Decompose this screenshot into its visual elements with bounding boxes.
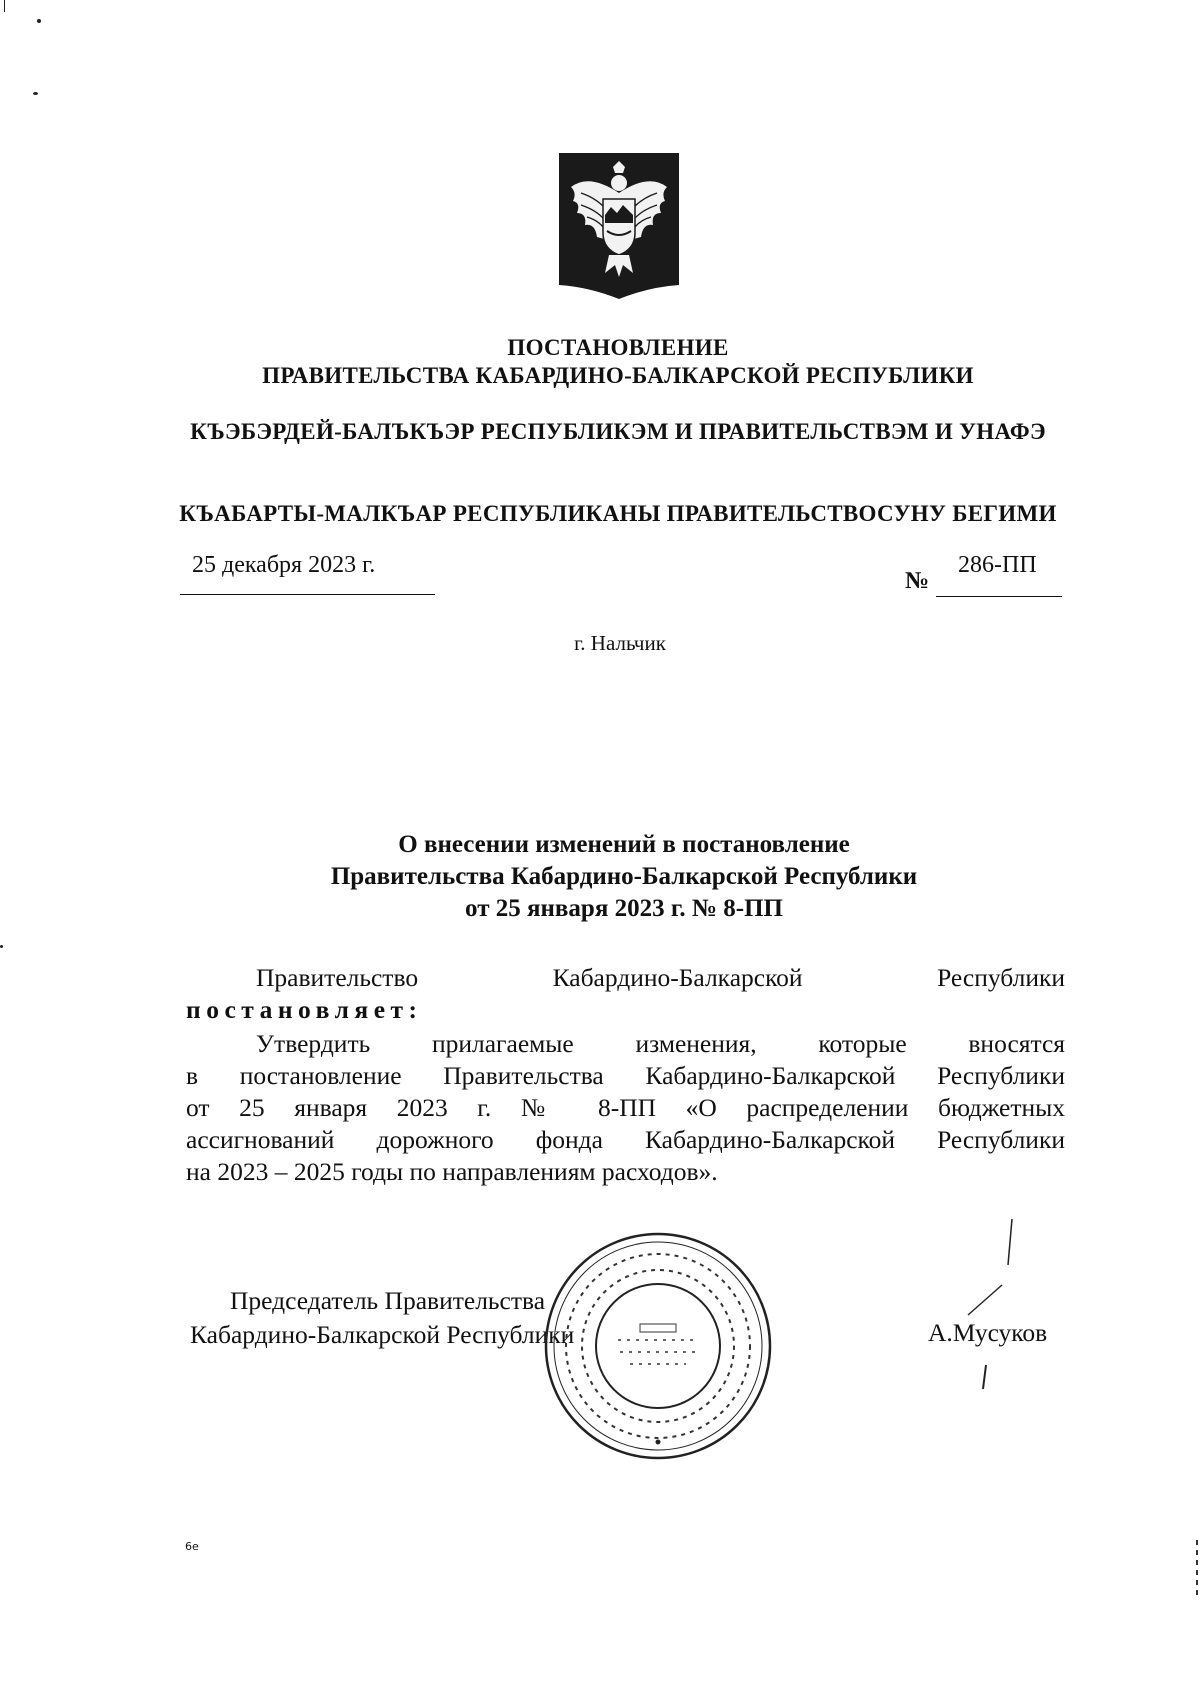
- doc-type-heading: ПОСТАНОВЛЕНИЕ: [507, 335, 729, 360]
- government-name-kabardian: КЪЭБЭРДЕЙ-БАЛЪКЪЭР РЕСПУБЛИКЭМ И ПРАВИТЕЛЬСТВЭМ И УНАФЭ: [190, 419, 1046, 444]
- scan-speck: [0, 945, 3, 948]
- body-line-4: в постановление Правительства Кабардино-Балкарской Республики: [186, 1061, 1065, 1090]
- scan-speck: [33, 92, 38, 95]
- number-sign: №: [905, 568, 930, 594]
- title-line-3: от 25 января 2023 г. № 8-ПП: [465, 895, 783, 922]
- footer-mark: 6е: [185, 1540, 199, 1553]
- signatory-name: А.Мусуков: [928, 1318, 1048, 1347]
- body-line-6: ассигнований дорожного фонда Кабардино-Балкарской Республики: [186, 1125, 1065, 1154]
- official-seal-stamp-icon: [540, 1228, 776, 1464]
- body-line-1: Правительство Кабардино-Балкарской Республики: [256, 963, 1065, 992]
- city-name: г. Нальчик: [574, 631, 666, 655]
- document-date: 25 декабря 2023 г.: [192, 552, 376, 578]
- title-line-2: Правительства Кабардино-Балкарской Республики: [330, 863, 918, 890]
- scan-speck: [4, 0, 5, 12]
- scan-speck: [37, 19, 41, 23]
- document-number: 286-ПП: [958, 552, 1037, 578]
- government-name-ru: ПРАВИТЕЛЬСТВА КАБАРДИНО-БАЛКАРСКОЙ РЕСПУБЛИКИ: [262, 363, 974, 388]
- body-line-3: Утвердить прилагаемые изменения, которые вносятся: [256, 1029, 1065, 1058]
- signatory-title-line-2: Кабардино-Балкарской Республики: [190, 1320, 575, 1349]
- kbr-coat-of-arms-icon: [559, 153, 679, 299]
- scan-speck: [1196, 1540, 1198, 1600]
- date-field: [180, 552, 435, 595]
- title-line-1: О внесении изменений в постановление: [398, 831, 850, 858]
- body-line-2-decree-verb: постановляет:: [186, 995, 423, 1024]
- body-line-5: от 25 января 2023 г. № 8-ПП «О распределении бюджетных: [186, 1093, 1065, 1122]
- handwritten-signature-icon: [940, 1215, 1030, 1395]
- government-name-balkar: КЪАБАРТЫ-МАЛКЪАР РЕСПУБЛИКАНЫ ПРАВИТЕЛЬСТВОСУНУ БЕГИМИ: [179, 501, 1057, 526]
- signatory-title-line-1: Председатель Правительства: [230, 1286, 546, 1315]
- body-line-7: на 2023 – 2025 годы по направлениям расходов».: [186, 1157, 718, 1186]
- number-field: [936, 552, 1062, 597]
